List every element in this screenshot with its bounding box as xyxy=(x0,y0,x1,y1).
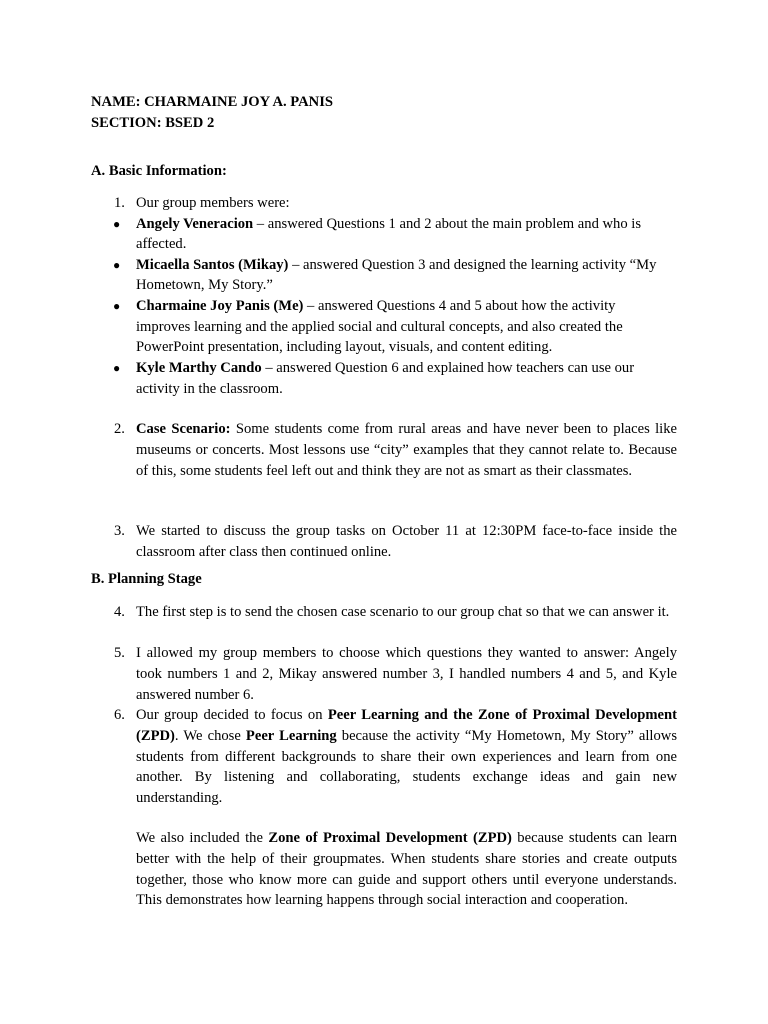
discussion-paragraph: We started to discuss the group tasks on October 11 at 12:30PM face-to-face inside the classroom after class then continued online. xyxy=(136,523,677,560)
zpd-paragraph xyxy=(136,828,677,911)
member-entry xyxy=(136,255,656,275)
section-b-heading: B. Planning Stage xyxy=(91,571,202,587)
member-role-continued: Hometown, My Story.” xyxy=(136,277,273,293)
case-scenario-text: Some students come from rural areas and have never been to places like museums or concerts. Most lessons use “city” examples that they cannot relate to. Because of this, some students feel left out and think they are not as smart as their classmates. xyxy=(136,421,677,479)
item-1-text: Our group members were: xyxy=(136,195,290,211)
peer-learning-paragraph xyxy=(136,705,677,809)
bullet-icon: ● xyxy=(113,361,121,375)
text-run-bold: Zone of Proximal Development (ZPD) xyxy=(268,830,512,846)
member-entry xyxy=(136,296,615,316)
task-assignment-paragraph: I allowed my group members to choose which questions they wanted to answer: Angely took numbers 1 and 2, Mikay answered number 3, I handled numbers 4 and 5, and Kyle answered number 6. xyxy=(136,645,677,703)
text-run-bold: Peer Learning and the Zone of Proximal Development (ZPD) xyxy=(136,707,677,744)
text-run: We also included the xyxy=(136,830,269,846)
item-4-marker: 4. xyxy=(114,604,125,620)
text-run: . We chose xyxy=(174,727,246,744)
student-section: SECTION: BSED 2 xyxy=(91,115,215,131)
text-run: because the activity “My Hometown, My Story” allows students from different backgrounds to share their own experiences and learn from one another. By listening and collaborating, students exchange ideas and gain new understanding. xyxy=(136,727,677,806)
member-name: Micaella Santos (Mikay) xyxy=(136,257,289,273)
member-role-continued: affected. xyxy=(136,236,187,252)
bullet-icon: ● xyxy=(113,217,121,231)
text-run: because students can learn better with the help of their groupmates. When students share stories and create outputs together, those who know more can guide and support others until everyone understands. This demonstrates how learning happens through social interaction and cooperation. xyxy=(136,830,678,909)
item-3-marker: 3. xyxy=(114,523,125,539)
first-step-paragraph: The first step is to send the chosen case scenario to our group chat so that we can answer it. xyxy=(136,604,670,620)
member-name: Charmaine Joy Panis (Me) xyxy=(136,298,304,314)
member-role: – answered Question 3 and designed the learning activity “My xyxy=(288,257,657,273)
section-a-heading: A. Basic Information: xyxy=(91,163,227,179)
member-role: – answered Questions 1 and 2 about the main problem and who is xyxy=(253,216,642,232)
member-role: – answered Question 6 and explained how teachers can use our xyxy=(261,360,635,376)
text-run-bold: Peer Learning xyxy=(245,727,337,744)
student-name: NAME: CHARMAINE JOY A. PANIS xyxy=(91,94,334,110)
member-role-continued: improves learning and the applied social and cultural concepts, and also created the xyxy=(136,319,623,335)
member-role-continued: PowerPoint presentation, including layout, visuals, and content editing. xyxy=(136,339,553,355)
item-6-marker: 6. xyxy=(114,707,125,723)
member-name: Kyle Marthy Cando xyxy=(136,360,262,376)
case-scenario-paragraph xyxy=(136,419,677,481)
bullet-icon: ● xyxy=(113,258,121,272)
item-1-marker: 1. xyxy=(114,195,125,211)
member-entry xyxy=(136,214,641,234)
item-2-marker: 2. xyxy=(114,421,125,437)
member-entry xyxy=(136,358,634,378)
item-5-marker: 5. xyxy=(114,645,125,661)
member-role-continued: activity in the classroom. xyxy=(136,381,283,397)
text-run: Our group decided to focus on xyxy=(136,707,328,723)
member-role: – answered Questions 4 and 5 about how the activity xyxy=(303,298,616,314)
bullet-icon: ● xyxy=(113,299,121,313)
member-name: Angely Veneracion xyxy=(136,216,254,232)
case-scenario-label: Case Scenario: xyxy=(136,421,231,437)
